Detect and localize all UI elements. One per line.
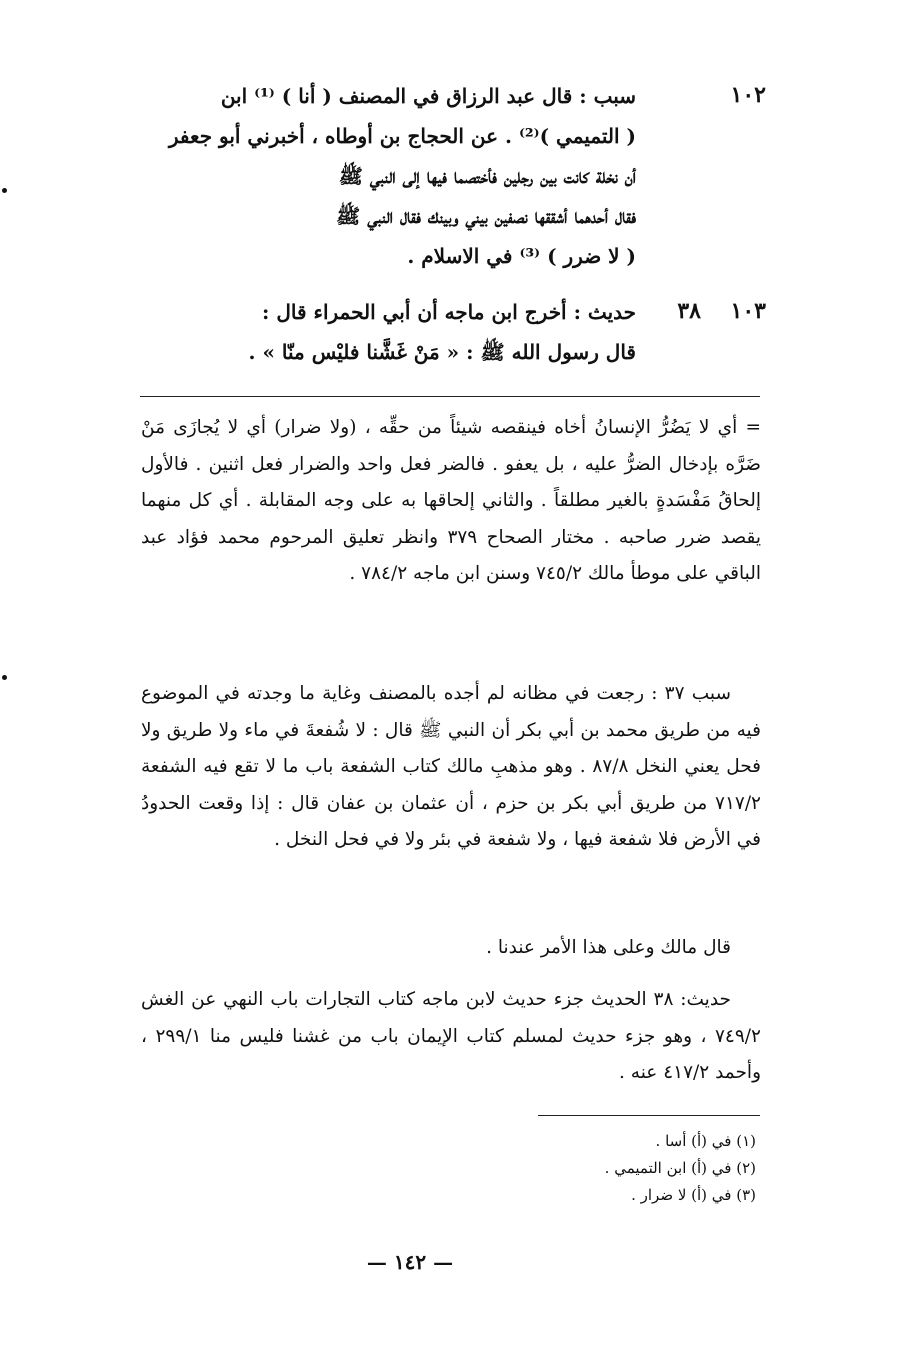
commentary: [141, 982, 761, 1092]
footnote-separator: [538, 1115, 760, 1116]
page-number: — ١٤٢ —: [366, 1250, 454, 1274]
entry-number: ١٠٣: [730, 298, 766, 324]
entry-text: [116, 292, 636, 372]
entry-text: [116, 76, 636, 276]
entry-line: ( لا ضرر ) ⁽³⁾ في الاسلام .: [407, 244, 636, 268]
entry-line: ( التميمي )⁽²⁾ . عن الحجاج بن أوطاه ، أخبرني أبو جعفر: [168, 124, 636, 148]
commentary: [141, 410, 761, 593]
entry-line: قال رسول الله ﷺ : « مَنْ غَشَّنا فليْس منّا » .: [248, 340, 636, 364]
footnote: (٢) في (أ) ابن التميمي .: [604, 1159, 756, 1177]
entry-line: فقال أحدهما أشققها نصفين بيني وبينك فقال النبي ﷺ: [336, 204, 636, 228]
commentary-paragraph: قال مالك وعلى هذا الأمر عندنا .: [486, 937, 731, 958]
entry-line: حديث : أخرج ابن ماجه أن أبي الحمراء قال :: [262, 300, 636, 324]
commentary: [141, 676, 761, 859]
margin-mark: [2, 188, 7, 193]
commentary-paragraph: حديث: ٣٨ الحديث جزء حديث لابن ماجه كتاب التجارات باب النهي عن الغش ٧٤٩/٢ ، وهو جزء حديث لمسلم كتاب الإيمان باب من غشنا فليس منا ٢٩٩/١ ، وأحمد ٤١٧/٢ عنه .: [141, 989, 761, 1083]
margin-mark: [2, 675, 7, 680]
hadith-number: ٣٨: [677, 298, 701, 324]
commentary-paragraph: سبب ٣٧ : رجعت في مظانه لم أجده بالمصنف وغاية ما وجدته في الموضوع فيه من طريق محمد بن أبي بكر أن النبي ﷺ قال : لا شُفعةَ في ماء ولا طريق ولا فحل يعني النخل ٨٧/٨ . وهو مذهبِ مالك كتاب الشفعة باب ما لا تقع فيه الشفعة ٧١٧/٢ من طريق أبي بكر بن حزم ، أن عثمان بن عفان قال : إذا وقعت الحدودُ في الأرض فلا شفعة فيها ، ولا شفعة في بئر ولا في فحل النخل .: [141, 683, 762, 850]
commentary: [141, 930, 761, 967]
entry-line: سبب : قال عبد الرزاق في المصنف ( أنا ) ⁽¹⁾ ابن: [220, 84, 636, 108]
footnotes: [456, 1128, 756, 1209]
footnote: (١) في (أ) أسا .: [655, 1132, 756, 1150]
separator-line: [140, 396, 760, 397]
footnote: (٣) في (أ) لا ضرار .: [631, 1186, 756, 1204]
entry-line: أن نخلة كانت بين رجلين فأختصما فيها إلى النبي ﷺ: [338, 164, 636, 188]
commentary-paragraph: = أي لا يَضُرُّ الإنسانُ أخاه فينقصه شيئاً من حقِّه ، (ولا ضرار) أي لا يُجازَى مَنْ ضَرَّه بإدخال الضرُّ عليه ، بل يعفو . فالضر فعل واحد والضرار فعل اثنين . فالأول إلحاقُ مَفْسَدةٍ بالغير مطلقاً . والثاني إلحاقها به على وجه المقابلة . أي كل منهما يقصد ضرر صاحبه . مختار الصحاح ٣٧٩ وانظر تعليق المرحوم محمد فؤاد عبد الباقي على موطأ مالك ٧٤٥/٢ وسنن ابن ماجه ٧٨٤/٢ .: [141, 417, 761, 584]
entry-number: ١٠٢: [730, 82, 766, 108]
